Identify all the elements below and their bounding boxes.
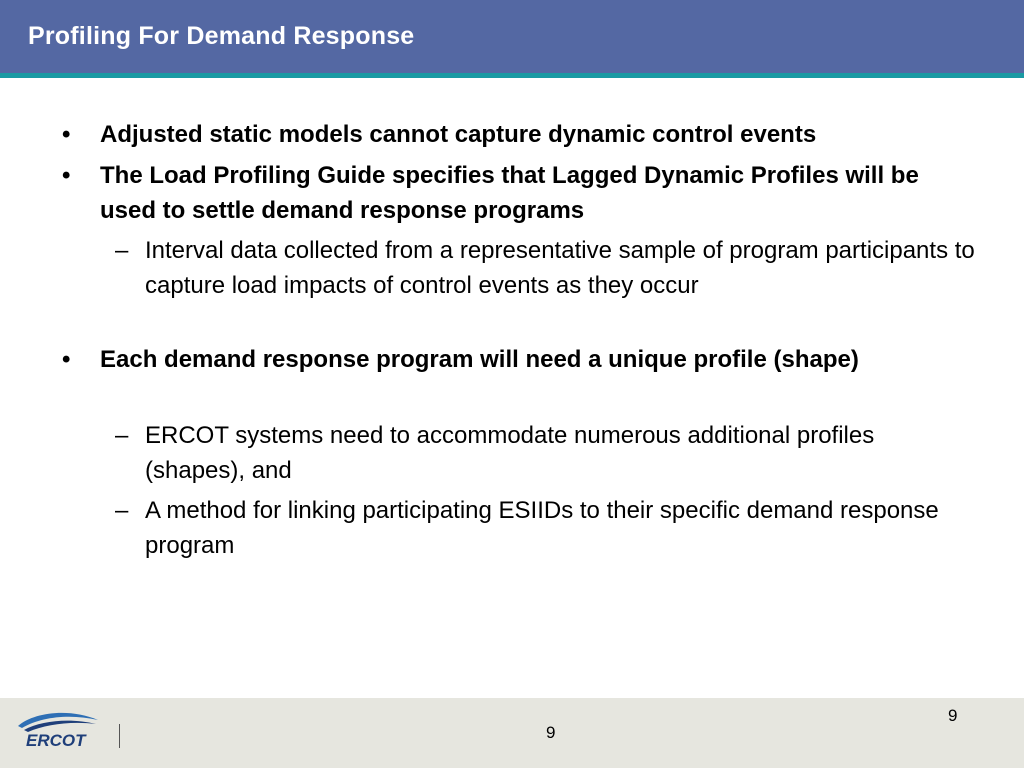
logo-divider	[119, 724, 120, 748]
sub-bullet-text: ERCOT systems need to accommodate numerous additional profiles (shapes), and	[145, 422, 875, 484]
bullet-text: The Load Profiling Guide specifies that Lagged Dynamic Profiles will be used to settle demand response programs	[100, 162, 919, 224]
bullet-marker: •	[62, 162, 71, 189]
page-number: 9	[948, 706, 958, 725]
bullet-marker: •	[62, 121, 71, 148]
bullet-text: Each demand response program will need a unique profile (shape)	[100, 346, 859, 373]
sub-bullet-text: A method for linking participating ESIIDs to their specific demand response program	[145, 497, 939, 559]
ercot-logo	[12, 708, 104, 752]
bullet-marker: •	[62, 346, 71, 373]
sub-bullet-marker: –	[115, 422, 129, 449]
sub-bullet-marker: –	[115, 237, 129, 264]
logo-wordmark: ERCOT	[26, 731, 86, 750]
bullet-text: Adjusted static models cannot capture dynamic control events	[100, 121, 817, 148]
slide-title: Profiling For Demand Response	[28, 22, 415, 50]
sub-bullet-text: Interval data collected from a representative sample of program participants to capture load impacts of control events as they occur	[145, 237, 975, 299]
sub-bullet-marker: –	[115, 497, 129, 524]
page-number-center: 9	[546, 723, 556, 742]
footer-bar	[0, 698, 1024, 768]
